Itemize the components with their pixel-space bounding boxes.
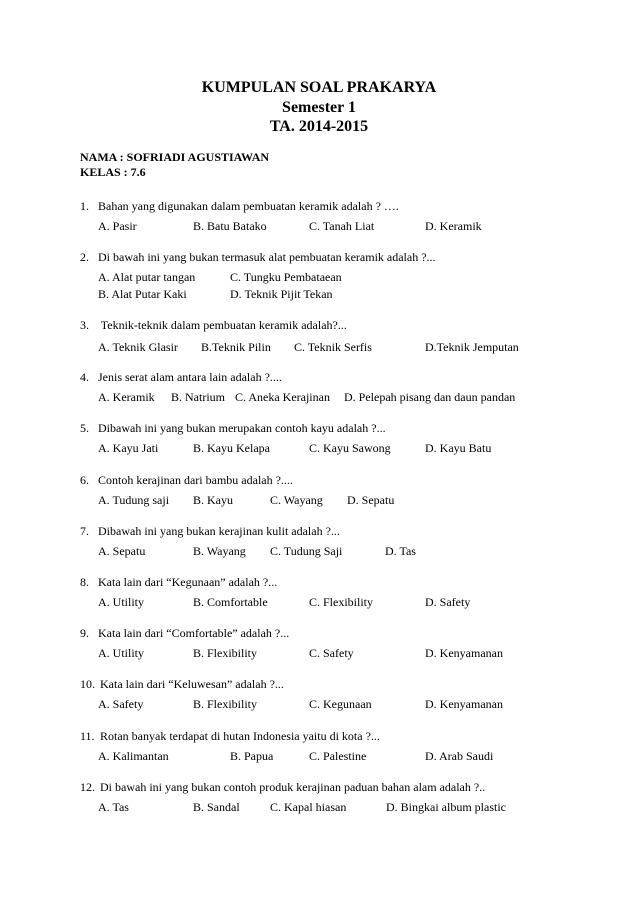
option-b: B. Natrium bbox=[171, 390, 225, 404]
question-text: Di bawah ini yang bukan termasuk alat pembuatan keramik adalah ?... bbox=[98, 250, 436, 264]
student-name: NAMA : SOFRIADI AGUSTIAWAN bbox=[80, 150, 270, 164]
question-text: Teknik-teknik dalam pembuatan keramik adalah?... bbox=[98, 318, 347, 332]
option-b: B.Teknik Pilin bbox=[201, 340, 271, 354]
option-c: C. Tanah Liat bbox=[309, 219, 375, 233]
question-text: Contoh kerajinan dari bambu adalah ?.... bbox=[98, 473, 293, 487]
academic-year-label: TA. 2014-2015 bbox=[269, 118, 369, 135]
option-d: D. Kenyamanan bbox=[425, 697, 503, 711]
option-d: D. Tas bbox=[385, 544, 416, 558]
option-b: B. Batu Batako bbox=[193, 219, 267, 233]
question-number: 3. bbox=[80, 318, 89, 332]
option-b: B. Wayang bbox=[193, 544, 246, 558]
option-d: D. Kayu Batu bbox=[425, 441, 492, 455]
option-c: C. Kapal hiasan bbox=[270, 800, 347, 814]
option-c: C. Safety bbox=[309, 646, 354, 660]
option-c: C. Kayu Sawong bbox=[309, 441, 391, 455]
option-d: D. Sepatu bbox=[347, 493, 395, 507]
option-a: A. Tas bbox=[98, 800, 129, 814]
option-d: D. Kenyamanan bbox=[425, 646, 503, 660]
question-6 bbox=[80, 472, 560, 509]
question-number: 12. bbox=[80, 780, 95, 794]
option-c: C. Tudung Saji bbox=[270, 544, 343, 558]
option-c: C. Wayang bbox=[270, 493, 323, 507]
option-b: B. Comfortable bbox=[193, 595, 268, 609]
option-d: D.Teknik Jemputan bbox=[425, 340, 519, 354]
option-d: D. Pelepah pisang dan daun pandan bbox=[344, 390, 516, 404]
question-10 bbox=[80, 676, 560, 713]
option-a: A. Keramik bbox=[98, 390, 155, 404]
option-b: B. Flexibility bbox=[193, 646, 258, 660]
option-c: C. Tungku Pembataean bbox=[230, 270, 342, 284]
question-11 bbox=[80, 728, 560, 765]
question-number: 11. bbox=[80, 729, 95, 743]
question-number: 9. bbox=[80, 626, 89, 640]
question-text: Kata lain dari “Kegunaan” adalah ?... bbox=[98, 575, 278, 589]
option-d: D. Bingkai album plastic bbox=[386, 800, 506, 814]
option-c: C. Flexibility bbox=[309, 595, 374, 609]
question-7 bbox=[80, 523, 560, 560]
option-a: A. Safety bbox=[98, 697, 144, 711]
option-d: D. Keramik bbox=[425, 219, 482, 233]
question-number: 1. bbox=[80, 199, 89, 213]
question-text: Bahan yang digunakan dalam pembuatan keramik adalah ? …. bbox=[98, 199, 399, 213]
option-b: B. Sandal bbox=[193, 800, 240, 814]
question-12 bbox=[80, 779, 560, 816]
question-3 bbox=[80, 317, 560, 354]
question-number: 5. bbox=[80, 421, 89, 435]
question-text: Dibawah ini yang bukan kerajinan kulit adalah ?... bbox=[98, 524, 340, 538]
option-c: C. Kegunaan bbox=[309, 697, 372, 711]
option-b: B. Papua bbox=[230, 749, 274, 763]
option-a: A. Pasir bbox=[98, 219, 137, 233]
option-a: A. Utility bbox=[98, 646, 145, 660]
option-a: A. Sepatu bbox=[98, 544, 146, 558]
question-2 bbox=[80, 249, 560, 303]
question-number: 4. bbox=[80, 370, 89, 384]
question-text: Rotan banyak terdapat di hutan Indonesia yaitu di kota ?... bbox=[100, 729, 380, 743]
option-b: B. Kayu Kelapa bbox=[193, 441, 270, 455]
option-c: C. Teknik Serfis bbox=[294, 340, 372, 354]
question-4 bbox=[80, 369, 560, 406]
option-b: B. Kayu bbox=[193, 493, 233, 507]
option-a: A. Kayu Jati bbox=[98, 441, 159, 455]
option-d: D. Teknik Pijit Tekan bbox=[230, 287, 333, 301]
question-1 bbox=[80, 198, 560, 235]
option-c: C. Aneka Kerajinan bbox=[235, 390, 330, 404]
option-d: D. Arab Saudi bbox=[425, 749, 494, 763]
question-9 bbox=[80, 625, 560, 662]
question-number: 8. bbox=[80, 575, 89, 589]
option-a: A. Tudung saji bbox=[98, 493, 170, 507]
question-text: Kata lain dari “Keluwesan” adalah ?... bbox=[100, 677, 284, 691]
question-8 bbox=[80, 574, 560, 611]
question-number: 2. bbox=[80, 250, 89, 264]
option-a: A. Kalimantan bbox=[98, 749, 169, 763]
question-text: Dibawah ini yang bukan merupakan contoh kayu adalah ?... bbox=[98, 421, 386, 435]
semester-label: Semester 1 bbox=[282, 99, 356, 116]
option-b: B. Flexibility bbox=[193, 697, 258, 711]
question-number: 6. bbox=[80, 473, 89, 487]
question-number: 10. bbox=[80, 677, 95, 691]
document-title: KUMPULAN SOAL PRAKARYA bbox=[201, 79, 437, 96]
question-5 bbox=[80, 420, 560, 457]
option-b: B. Alat Putar Kaki bbox=[98, 287, 187, 301]
option-a: A. Alat putar tangan bbox=[98, 270, 196, 284]
question-text: Jenis serat alam antara lain adalah ?.... bbox=[98, 370, 282, 384]
option-a: A. Utility bbox=[98, 595, 145, 609]
question-number: 7. bbox=[80, 524, 89, 538]
option-a: A. Teknik Glasir bbox=[98, 340, 178, 354]
student-class: KELAS : 7.6 bbox=[80, 165, 146, 179]
question-text: Di bawah ini yang bukan contoh produk kerajinan paduan bahan alam adalah ?.. bbox=[100, 780, 486, 794]
question-text: Kata lain dari “Comfortable” adalah ?... bbox=[98, 626, 290, 640]
option-c: C. Palestine bbox=[309, 749, 367, 763]
option-d: D. Safety bbox=[425, 595, 471, 609]
